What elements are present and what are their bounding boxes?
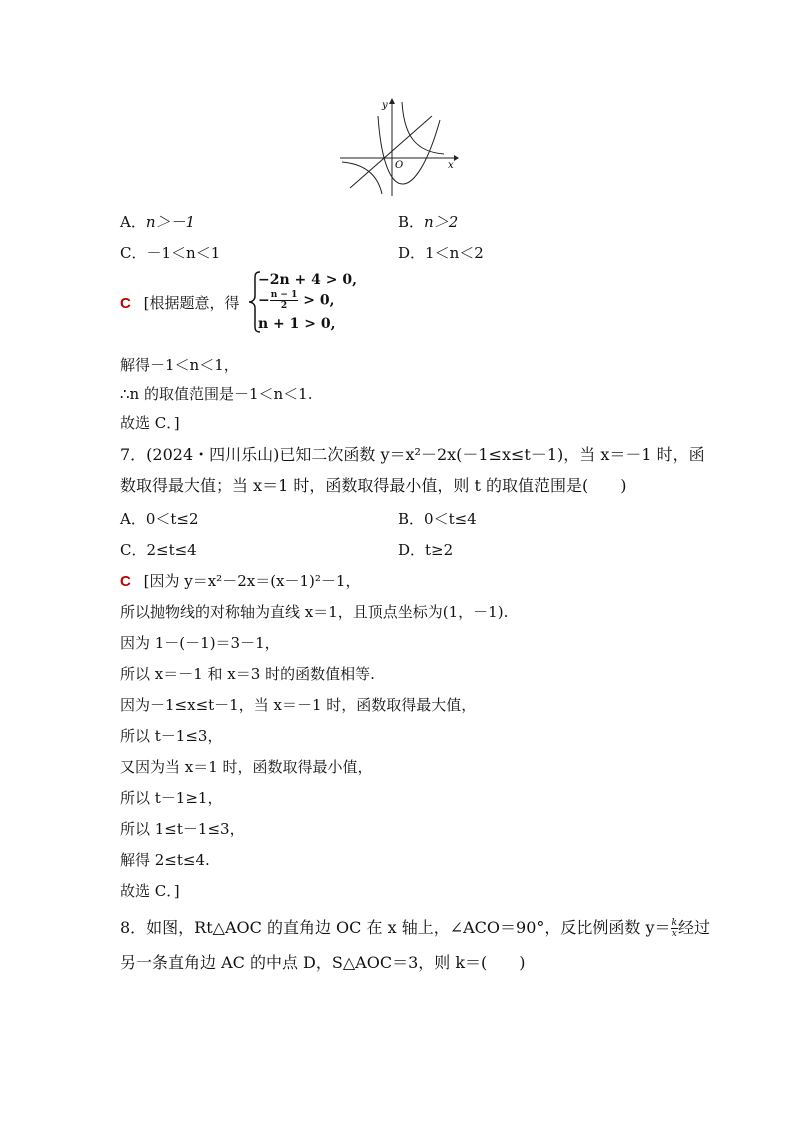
system-row-1: −2n + 4 > 0, (258, 272, 357, 288)
system-row-3: n + 1 > 0, (258, 316, 336, 332)
q7-stem-line-2: 数取得最大值；当 x＝1 时，函数取得最小值，则 t 的取值范围是( ) (120, 476, 627, 495)
q6-option-a: A．n＞－1 (120, 213, 196, 231)
q7-stem-line-1: 7．(2024・四川乐山)已知二次函数 y＝x²－2x(－1≤x≤t－1)，当 x＝－1 时，函 (120, 445, 705, 464)
q6-answer-intro: C [根据题意，得 (120, 294, 240, 312)
q7-solution-line-9: 解得 2≤t≤4. (120, 851, 210, 869)
q7-solution-line-4: 因为－1≤x≤t－1，当 x＝－1 时，函数取得最大值， (120, 696, 477, 714)
linear-graph (350, 116, 432, 188)
q6-option-d: D．1＜n＜2 (398, 244, 484, 262)
y-axis-label: y (382, 100, 388, 111)
x-axis-arrow (454, 155, 459, 161)
q7-solution-line-3: 所以 x＝－1 和 x＝3 时的函数值相等. (120, 665, 375, 683)
q8-k-over-x-fraction: $\frac{k}{x}$ (671, 918, 677, 939)
q6-answer-letter: C (120, 295, 131, 312)
parabola-graph (378, 116, 440, 184)
q7-solution-line-10: 故选 C．] (120, 882, 180, 900)
q6-option-c: C．－1＜n＜1 (120, 244, 221, 262)
q8-stem-line-2: 另一条直角边 AC 的中点 D，S△AOC＝3，则 k＝( ) (120, 953, 526, 972)
q7-solution-line-5: 所以 t－1≤3， (120, 727, 223, 745)
q6-solution-line-3: 故选 C．] (120, 414, 180, 432)
q7-option-d: D．t≥2 (398, 541, 454, 559)
system-row-2-fraction: $\frac{n - 1}{2}$ (270, 290, 298, 311)
q7-solution-line-8: 所以 1≤t－1≤3， (120, 820, 245, 838)
q7-solution-line-7: 所以 t－1≥1， (120, 789, 223, 807)
x-axis-label: x (448, 160, 454, 171)
q6-solution-line-2: ∴n 的取值范围是－1＜n＜1. (120, 385, 313, 403)
q7-solution-line-2: 因为 1－(－1)＝3－1， (120, 634, 280, 652)
q7-answer-first-line: C [因为 y＝x²－2x＝(x－1)²－1， (120, 572, 361, 590)
q7-option-a: A．0＜t≤2 (120, 510, 199, 528)
q8-stem-line-1: 8．如图，Rt△AOC 的直角边 OC 在 x 轴上，∠ACO＝90°，反比例函数 y＝ $\frac{k}{x}$ 经过 (120, 918, 710, 939)
origin-label: O (395, 160, 404, 171)
q6-solution-line-1: 解得－1＜n＜1， (120, 356, 239, 374)
system-row-2: − $\frac{n - 1}{2}$ > 0, (258, 290, 335, 311)
q6-option-b: B．n＞2 (398, 213, 459, 231)
q7-solution-line-6: 又因为当 x＝1 时，函数取得最小值， (120, 758, 373, 776)
q7-solution-line-1: 所以抛物线的对称轴为直线 x＝1，且顶点坐标为(1，－1). (120, 603, 509, 621)
q7-option-c: C．2≤t≤4 (120, 541, 197, 559)
y-axis-arrow (389, 98, 395, 104)
q7-answer-letter: C (120, 573, 131, 590)
function-graph-figure (336, 96, 460, 196)
q7-option-b: B．0＜t≤4 (398, 510, 477, 528)
